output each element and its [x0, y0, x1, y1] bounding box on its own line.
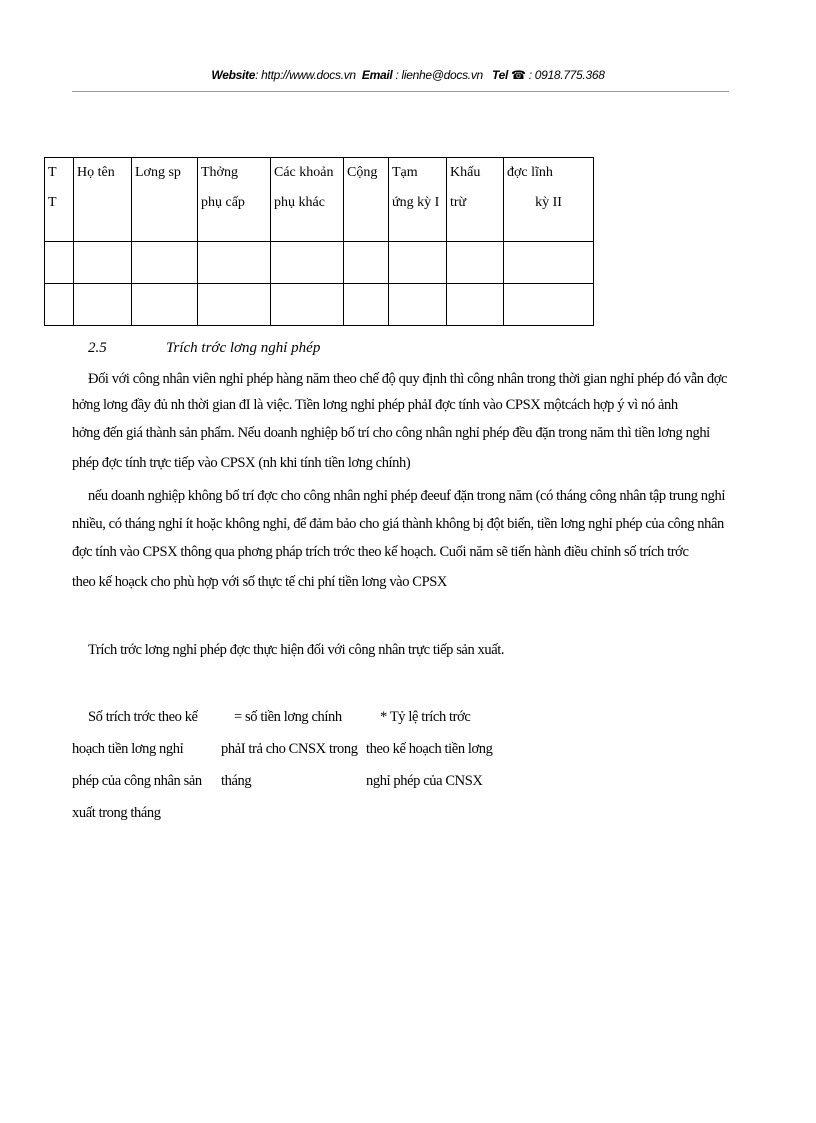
formula-equals: = số tiền lơng chính — [234, 709, 342, 725]
table-cell — [271, 242, 344, 284]
table-cell — [344, 242, 389, 284]
table-cell — [132, 284, 198, 326]
paragraph-line: nếu doanh nghiệp không bố trí đợc cho công nhân nghỉ phép đeeuf đặn trong năm (có tháng công nhân tập trung nghỉ — [88, 488, 725, 504]
formula-middle-line: phảI trả cho CNSX trong — [221, 741, 358, 757]
paragraph-line: đợc tính vào CPSX thông qua phơng pháp trích trớc theo kế hoạch. Cuối năm sẽ tiến hành điều chỉnh số trích trớc — [72, 544, 689, 560]
table-cell — [389, 284, 447, 326]
table-cell — [344, 284, 389, 326]
col-header-tam-ung: Tạm ứng kỳ I — [389, 158, 447, 242]
formula-multiply: * Tỷ lệ trích trớc — [380, 709, 471, 725]
paragraph-line: theo kế hoạck cho phù hợp với số thực tế chi phí tiền lơng vào CPSX — [72, 574, 447, 590]
website-value[interactable]: : http://www.docs.vn — [255, 68, 356, 82]
page-header — [0, 68, 816, 82]
col-header-cac-khoan: Các khoản phụ khác — [271, 158, 344, 242]
paragraph-line: Trích trớc lơng nghỉ phép đợc thực hiện đối với công nhân trực tiếp sản xuất. — [88, 642, 505, 658]
payroll-table — [44, 157, 594, 326]
section-number: 2.5 — [88, 340, 107, 356]
table-row — [45, 284, 594, 326]
email-value[interactable]: : lienhe@docs.vn — [392, 68, 483, 82]
paragraph-line: Đối với công nhân viên nghỉ phép hàng năm theo chế độ quy định thì công nhân trong thời gian nghỉ phép đó vẫn đợc — [88, 371, 728, 387]
table-row — [45, 242, 594, 284]
formula-right-line: theo kế hoạch tiền lơng — [366, 741, 493, 757]
table-cell — [45, 242, 74, 284]
website-label: Website — [211, 68, 256, 82]
table-cell — [45, 284, 74, 326]
table-cell — [198, 242, 271, 284]
col-header-luong-sp: Lơng sp — [132, 158, 198, 242]
table-cell — [447, 284, 504, 326]
table-cell — [504, 284, 594, 326]
formula-middle-line: tháng — [221, 773, 252, 789]
table-cell — [74, 242, 132, 284]
tel-label: Tel — [492, 68, 508, 82]
table-cell — [198, 284, 271, 326]
paragraph-line: nhiều, có tháng nghỉ ít hoặc không nghỉ, để đảm bảo cho giá thành không bị đột biến, tiền lơng nghỉ phép của công nhân — [72, 516, 724, 532]
tel-value: ☎ : 0918.775.368 — [508, 68, 605, 82]
col-header-cong: Cộng — [344, 158, 389, 242]
formula-left-line: Số trích trớc theo kế — [88, 709, 198, 725]
paragraph-line: hởng lơng đầy đủ nh thời gian đI là việc. Tiền lơng nghỉ phép phảI đợc tính vào CPSX mộtcách hợp ý vì nó ảnh — [72, 397, 678, 413]
table-cell — [504, 242, 594, 284]
paragraph-line: phép đợc tính trực tiếp vào CPSX (nh khi tính tiền lơng chính) — [72, 455, 411, 471]
table-header-row — [45, 158, 594, 242]
formula-left-line: xuất trong tháng — [72, 805, 161, 821]
formula-left-line: phép của công nhân sản — [72, 773, 202, 789]
email-label: Email — [361, 68, 393, 82]
table-cell — [74, 284, 132, 326]
table-cell — [389, 242, 447, 284]
formula-right-line: nghỉ phép của CNSX — [366, 773, 483, 789]
header-divider — [72, 91, 729, 92]
col-header-duoc-linh: đợc lĩnh kỳ II — [504, 158, 594, 242]
col-header-ho-ten: Họ tên — [74, 158, 132, 242]
col-header-thuong: Thởng phụ cấp — [198, 158, 271, 242]
col-header-khau-tru: Khấu trừ — [447, 158, 504, 242]
table-cell — [132, 242, 198, 284]
table-cell — [271, 284, 344, 326]
formula-left-line: hoạch tiền lơng nghỉ — [72, 741, 184, 757]
section-title: Trích trớc lơng nghỉ phép — [166, 340, 321, 356]
table-cell — [447, 242, 504, 284]
col-header-tt: T T — [45, 158, 74, 242]
paragraph-line: hởng đến giá thành sản phẩm. Nếu doanh nghiệp bố trí cho công nhân nghỉ phép đều đặn trong năm thì tiền lơng nghỉ — [72, 425, 710, 441]
